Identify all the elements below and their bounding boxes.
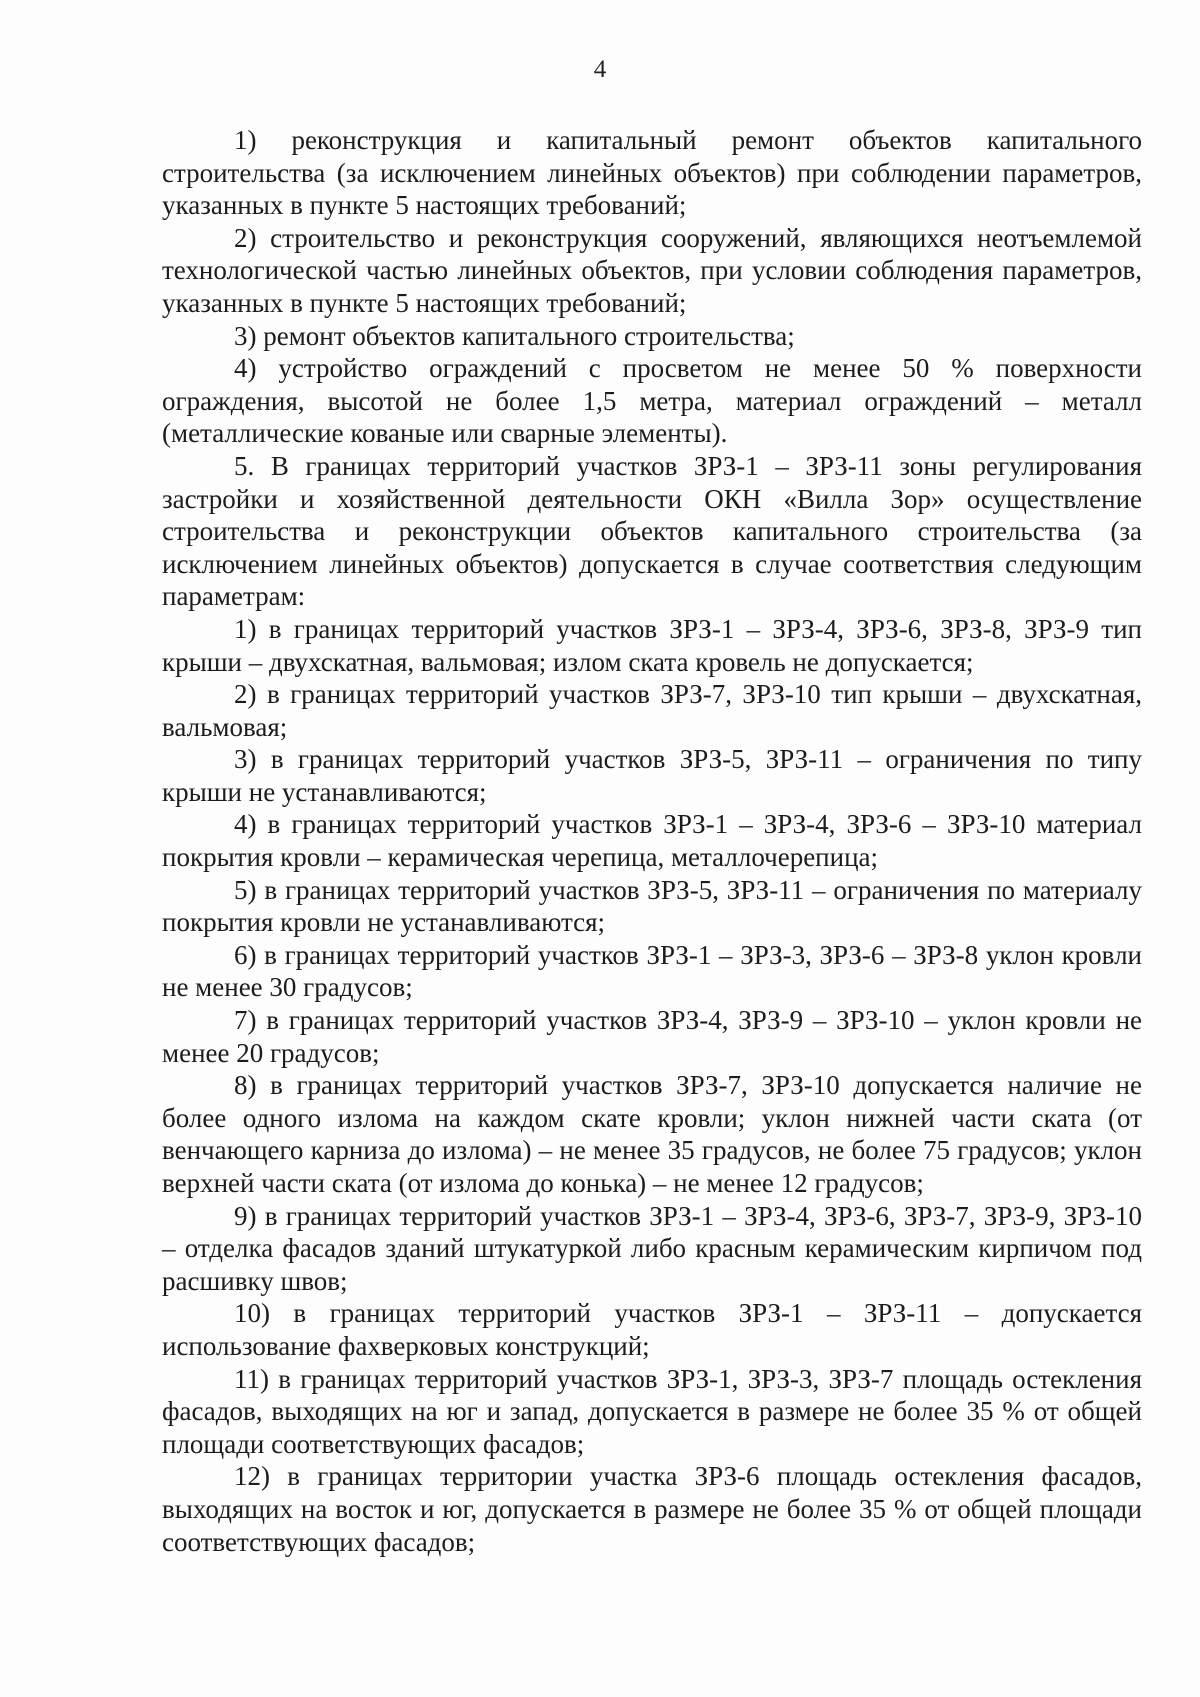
paragraph: 5) в границах территорий участков ЗРЗ-5, ЗРЗ-11 – ограничения по материалу покрытия кровли не устанавливаются;: [162, 874, 1142, 938]
paragraph: 4) в границах территорий участков ЗРЗ-1 – ЗРЗ-4, ЗРЗ-6 – ЗРЗ-10 материал покрытия кровли – керамическая черепица, металлочерепица;: [162, 809, 1142, 873]
paragraph: 8) в границах территорий участков ЗРЗ-7, ЗРЗ-10 допускается наличие не более одного излома на каждом скате кровли; уклон нижней части ската (от венчающего карниза до излома) – не менее 35 градусов, не более 75 градусов; уклон верхней части ската (от излома до конька) – не менее 12 градусов;: [162, 1070, 1142, 1198]
paragraph: 1) в границах территорий участков ЗРЗ-1 – ЗРЗ-4, ЗРЗ-6, ЗРЗ-8, ЗРЗ-9 тип крыши – двухскатная, вальмовая; излом ската кровель не допускается;: [162, 613, 1142, 677]
paragraph: 3) ремонт объектов капитального строительства;: [234, 320, 795, 351]
paragraph: 5. В границах территорий участков ЗРЗ-1 – ЗРЗ-11 зоны регулирования застройки и хозяйственной деятельности ОКН «Вилла Зор» осуществление строительства и реконструкции объектов капитального строительства (за исключением линейных объектов) допускается в случае соответствия следующим параметрам:: [162, 450, 1142, 612]
paragraph: 2) в границах территорий участков ЗРЗ-7, ЗРЗ-10 тип крыши – двухскатная, вальмовая;: [162, 679, 1142, 742]
document-body: [162, 124, 1142, 1558]
paragraph: 11) в границах территорий участков ЗРЗ-1, ЗРЗ-3, ЗРЗ-7 площадь остекления фасадов, выходящих на юг и запад, допускается в размере не более 35 % от общей площади соответствующих фасадов;: [162, 1363, 1142, 1459]
paragraph: 7) в границах территорий участков ЗРЗ-4, ЗРЗ-9 – ЗРЗ-10 – уклон кровли не менее 20 градусов;: [162, 1005, 1142, 1068]
paragraph: 4) устройство ограждений с просветом не менее 50 % поверхности ограждения, высотой не более 1,5 метра, материал ограждений – металл (металлические кованые или сварные элементы).: [162, 353, 1142, 449]
page-number: 4: [593, 56, 607, 83]
paragraph: 6) в границах территорий участков ЗРЗ-1 – ЗРЗ-3, ЗРЗ-6 – ЗРЗ-8 уклон кровли не менее 30 градусов;: [162, 939, 1142, 1003]
paragraph: 10) в границах территорий участков ЗРЗ-1 – ЗРЗ-11 – допускается использование фахверковых конструкций;: [162, 1298, 1142, 1361]
paragraph: 9) в границах территорий участков ЗРЗ-1 – ЗРЗ-4, ЗРЗ-6, ЗРЗ-7, ЗРЗ-9, ЗРЗ-10 – отделка фасадов зданий штукатуркой либо красным керамическим кирпичом под расшивку швов;: [162, 1200, 1142, 1296]
paragraph: 12) в границах территории участка ЗРЗ-6 площадь остекления фасадов, выходящих на восток и юг, допускается в размере не более 35 % от общей площади соответствующих фасадов;: [162, 1461, 1142, 1557]
paragraph: 2) строительство и реконструкция сооружений, являющихся неотъемлемой технологической частью линейных объектов, при условии соблюдения параметров, указанных в пункте 5 настоящих требований;: [162, 222, 1142, 318]
paragraph: 3) в границах территорий участков ЗРЗ-5, ЗРЗ-11 – ограничения по типу крыши не устанавливаются;: [162, 744, 1142, 807]
paragraph: 1) реконструкция и капитальный ремонт объектов капитального строительства (за исключением линейных объектов) при соблюдении параметров, указанных в пункте 5 настоящих требований;: [162, 125, 1142, 221]
